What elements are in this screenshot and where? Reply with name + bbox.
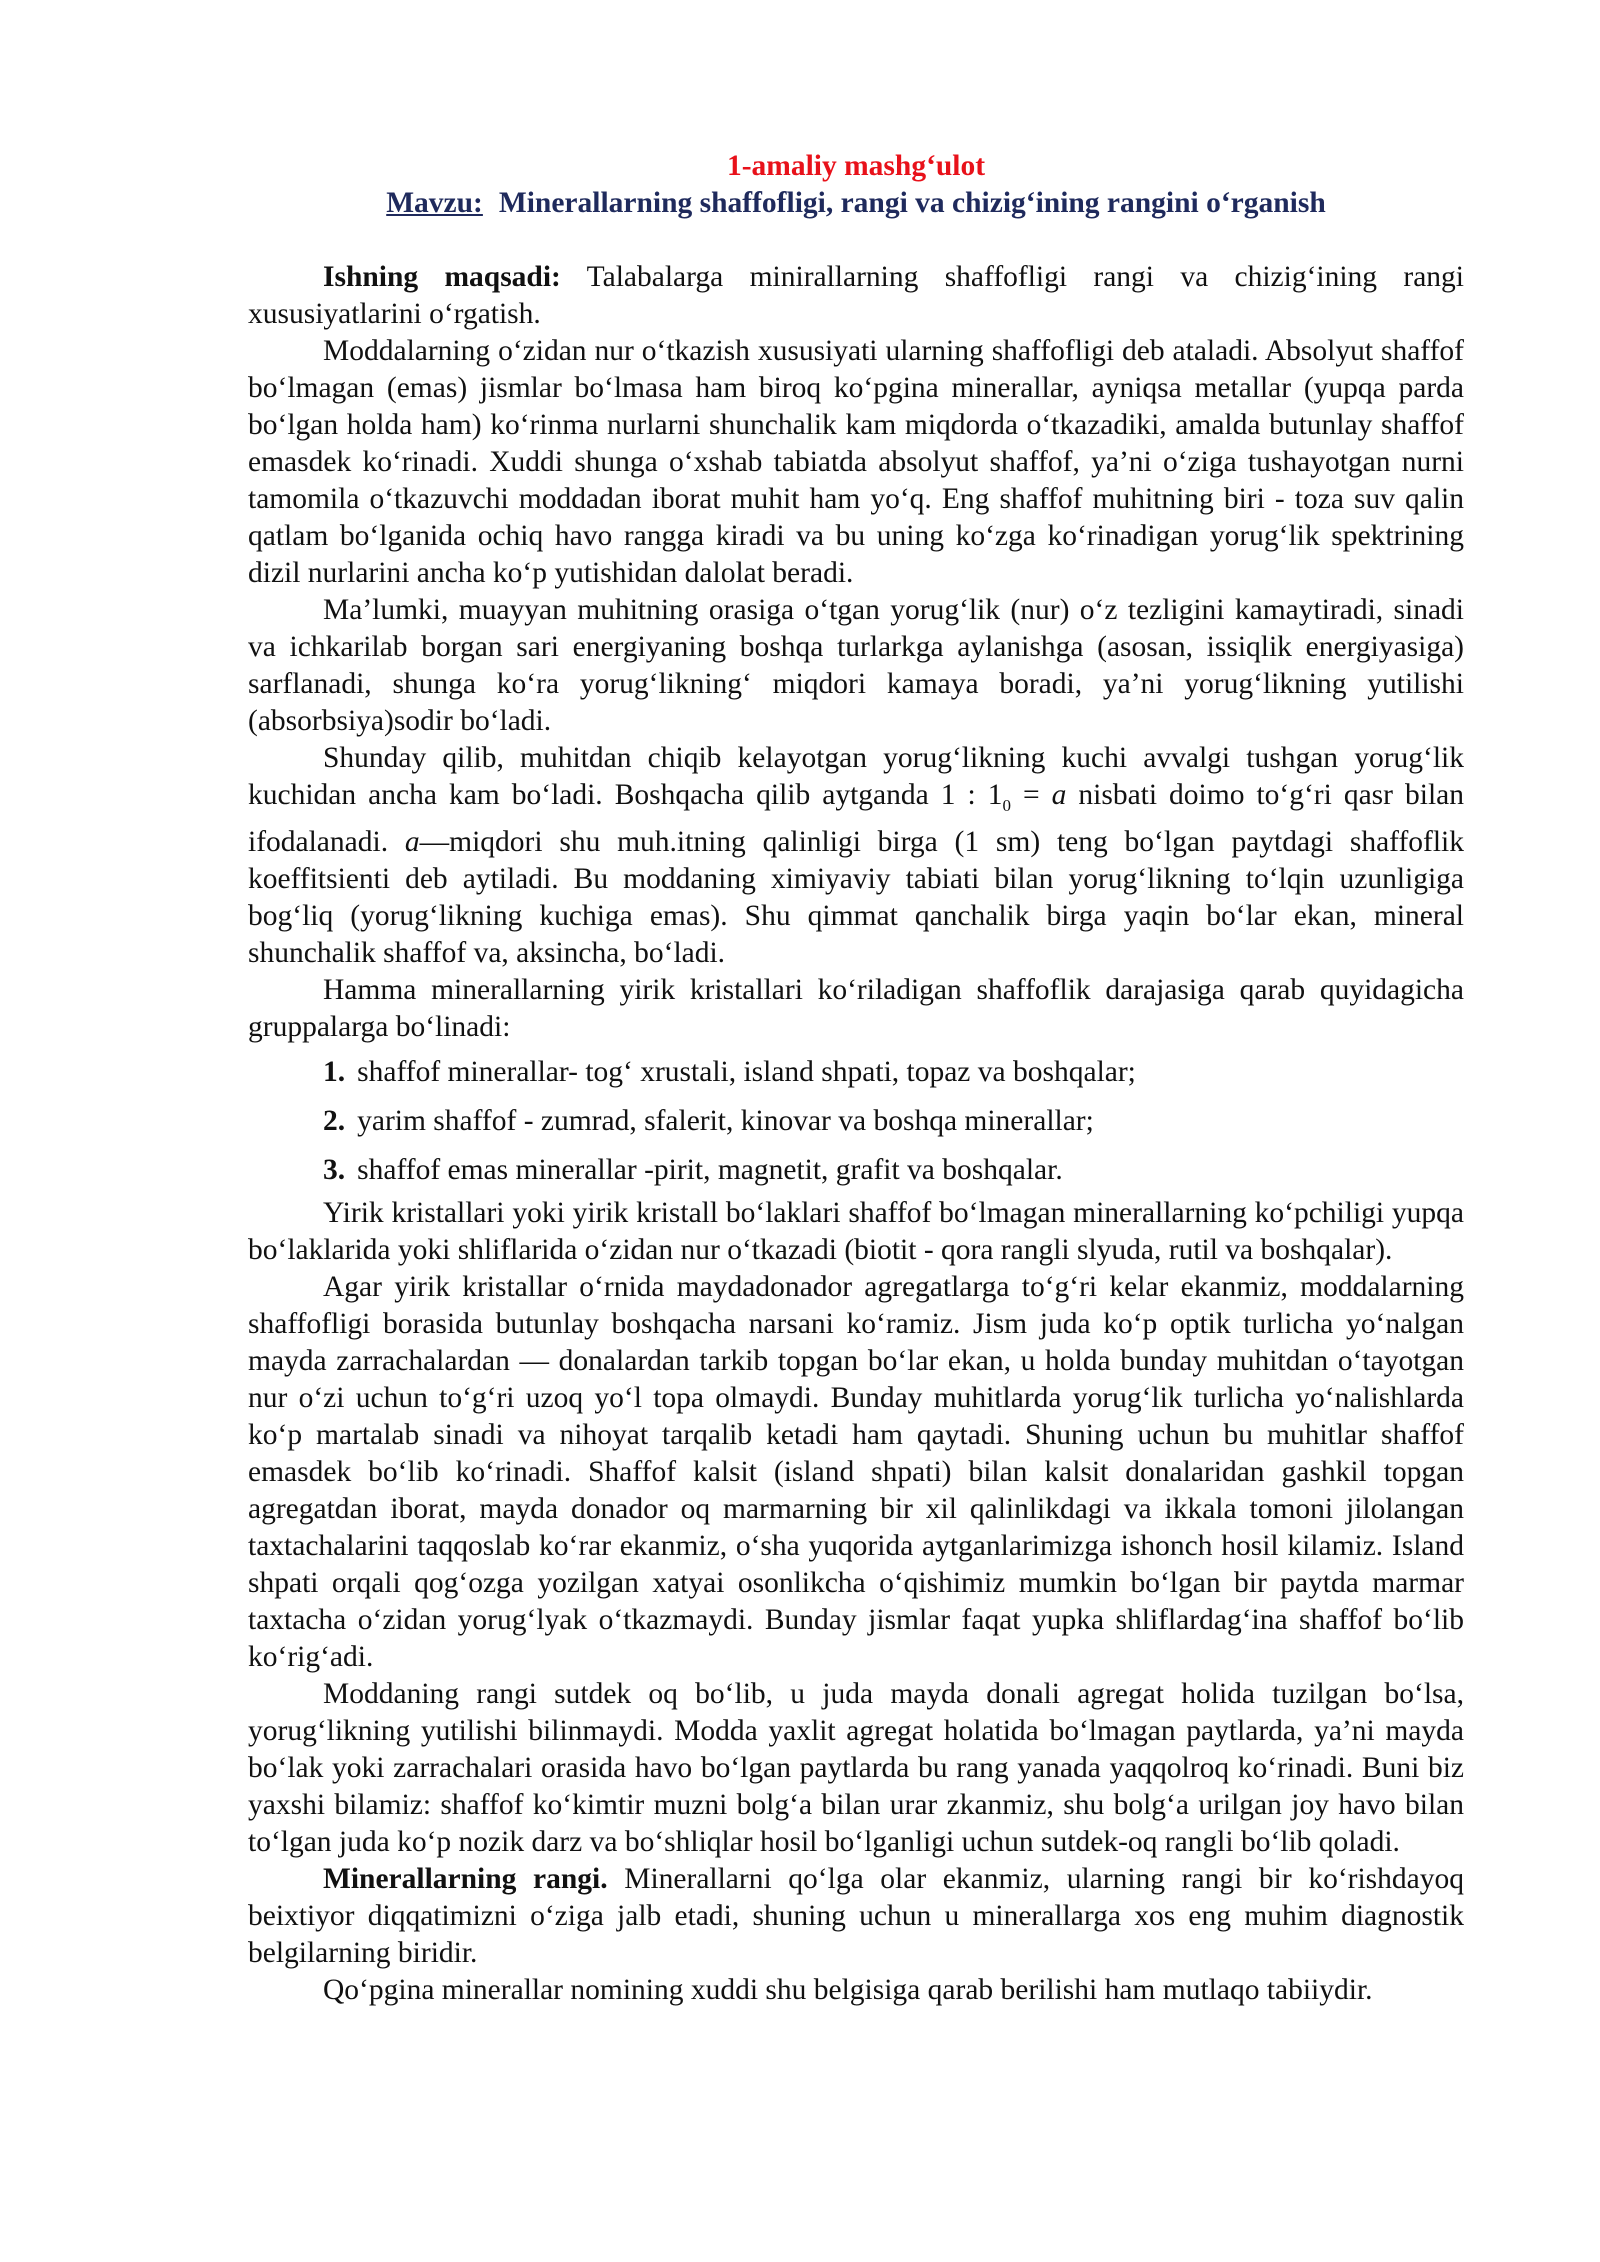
paragraph-goal [248, 259, 1464, 333]
list-item [323, 1054, 1464, 1091]
list-number: 1. [323, 1055, 346, 1088]
topic-label: Mavzu: [386, 187, 483, 219]
coefficient-equals: = [1010, 779, 1052, 811]
paragraph-transparency: Moddalarning o‘zidan nur o‘tkazish xususiyati ularning shaffofligi deb ataladi. Absolyut shaffof bo‘lmagan (emas) jismlar bo‘lmasa ham biroq ko‘pgina minerallar, ayniqsa metallar (yupqa parda bo‘lgan holda ham) ko‘rinma nurlarni shunchalik kam miqdorda o‘tkazadiki, amalda butunlay shaffof emasdek ko‘rinadi. Xuddi shunga o‘xshab tabiatda absolyut shaffof, ya’ni o‘ziga tushayotgan nurni tamomila o‘tkazuvchi moddadan iborat muhit ham yo‘q. Eng shaffof muhitning biri - toza suv qalin qatlam bo‘lganida ochiq havo rangga kiradi va bu uning ko‘zga ko‘rinadigan yorug‘lik spektrining dizil nurlarini ancha ko‘p yutishidan dalolat beradi. [248, 335, 1464, 589]
paragraph-mineral-color [248, 1861, 1464, 1972]
coefficient-text-2: nisbati doimo to‘g‘ri qasr bilan ifodalanadi. [248, 779, 1464, 858]
paragraph-groups-intro: Hamma minerallarning yirik kristallari ko‘riladigan shaffoflik darajasiga qarab quyidagicha gruppalarga bo‘linadi: [248, 973, 1464, 1043]
list-item [323, 1103, 1464, 1140]
goal-label: Ishning maqsadi: [323, 261, 561, 293]
paragraph-absorption: Ma’lumki, muayyan muhitning orasiga o‘tgan yorug‘lik (nur) o‘z tezligini kamaytiradi, sinadi va ichkarilab borgan sari energiyaning boshqa turlarkga aylanishga (asosan, issiqlik energiyasiga) sarflanadi, shunga ko‘ra yorug‘likning‘ miqdori kamaya boradi, ya’ni yorug‘likning yutilishi (absorbsiya)sodir bo‘ladi. [248, 594, 1464, 737]
topic-text: Minerallarning shaffofligi, rangi va chizig‘ining rangini o‘rganish [498, 187, 1326, 219]
document-body [248, 148, 1464, 2009]
coefficient-text-1: Shunday qilib, muhitdan chiqib kelayotgan yorug‘likning kuchi avvalgi tushgan yorug‘lik kuchidan ancha kam bo‘ladi. Boshqacha qilib aytganda 1 : 1 [248, 742, 1464, 811]
paragraph-thin-sections: Yirik kristallari yoki yirik kristall bo‘laklari shaffof bo‘lmagan minerallarning ko‘pchiligi yupqa bo‘laklarida yoki shliflarida o‘zidan nur o‘tkazadi (biotit - qora rangli slyuda, rutil va boshqalar). [248, 1196, 1464, 1266]
transparency-groups-list [248, 1054, 1464, 1189]
list-item [323, 1152, 1464, 1189]
paragraph-milky-white: Moddaning rangi sutdek oq bo‘lib, u juda mayda donali agregat holida tuzilgan bo‘lsa, yorug‘likning yutilishi bilinmaydi. Modda yaxlit agregat holatida bo‘lmagan paytlarda, ya’ni mayda bo‘lak yoki zarrachalari orasida havo bo‘lgan paytlarda bu rang yanada yaqqolroq ko‘rinadi. Buni biz yaxshi bilamiz: shaffof ko‘kimtir muzni bolg‘a bilan urar zkanmiz, shu bolg‘a urilgan joy havo bilan to‘lgan juda ko‘p nozik darz va bo‘shliqlar hosil bo‘lganligi uchun sutdek-oq rangli bo‘lib qoladi. [248, 1677, 1464, 1858]
paragraph-naming: Qo‘pgina minerallar nomining xuddi shu belgisiga qarab berilishi ham mutlaqo tabiiydir. [323, 1973, 1373, 2006]
mineral-color-heading: Minerallarning rangi. [323, 1862, 608, 1895]
subscript-zero: 0 [1002, 795, 1011, 815]
page-title: 1-amaliy mashg‘ulot [726, 150, 986, 182]
list-text: shaffof minerallar- tog‘ xrustali, island shpati, topaz va boshqalar; [357, 1055, 1136, 1088]
list-number: 3. [323, 1153, 346, 1186]
list-text: shaffof emas minerallar -pirit, magnetit, grafit va boshqalar. [357, 1153, 1063, 1186]
coefficient-text-3: —miqdori shu muh.itning qalinligi birga (1 sm) teng bo‘lgan paytdagi shaffoflik koeffitsienti deb aytiladi. Bu moddaning ximiyaviy tabiati bilan yorug‘likning to‘lqin uzunligiga bog‘liq (yorug‘likning kuchiga emas). Shu qimmat qanchalik birga yaqin bo‘lar ekan, mineral shunchalik shaffof va, aksincha, bo‘ladi. [248, 825, 1464, 969]
paragraph-coefficient [248, 740, 1464, 972]
paragraph-aggregates: Agar yirik kristallar o‘rnida maydadonador agregatlarga to‘g‘ri kelar ekanmiz, moddalarning shaffofligi borasida butunlay boshqacha narsani ko‘ramiz. Jism juda ko‘p optik turlicha yo‘nalgan mayda zarrachalardan — donalardan tarkib topgan bo‘lar ekan, u holda bunday muhitdan o‘tayotgan nur o‘zi uchun to‘g‘ri uzoq yo‘l topa olmaydi. Bunday muhitlarda yorug‘lik turlicha yo‘nalishlarda ko‘p martalab sinadi va nihoyat tarqalib ketadi ham qaytadi. Shuning uchun bu muhitlar shaffof emasdek bo‘lib ko‘rinadi. Shaffof kalsit (island shpati) bilan kalsit donalaridan gashkil topgan agregatdan iborat, mayda donador oq marmarning bir xil qalinlikdagi va ikkala tomoni jilolangan taxtachalarini taqqoslab ko‘rar ekanmiz, o‘sha yuqorida aytganlarimizga ishonch hosil kilamiz. Island shpati orqali qog‘ozga yozilgan xatyai osonlikcha o‘qishimiz mumkin bo‘lgan bir paytda marmar taxtacha o‘zidan yorug‘lyak o‘tkazmaydi. Bunday jismlar faqat yupka shliflardag‘ina shaffof bo‘lib ko‘rig‘adi. [248, 1270, 1464, 1673]
goal-text: Talabalarga minirallarning shaffofligi rangi va chizig‘ining rangi xususiyatlarini o‘rgatish. [248, 261, 1465, 330]
symbol-a-2: a [404, 825, 420, 858]
symbol-a: a [1051, 779, 1067, 811]
mineral-color-text: Minerallarni qo‘lga olar ekanmiz, ularning rangi bir ko‘rishdayoq beixtiyor diqqatimizni o‘ziga jalb etadi, shuning uchun u minerallarga xos eng muhim diagnostik belgilarning biridir. [248, 1862, 1465, 1969]
topic-heading [248, 185, 1464, 222]
list-text: yarim shaffof - zumrad, sfalerit, kinovar va boshqa minerallar; [357, 1104, 1094, 1137]
list-number: 2. [323, 1104, 346, 1137]
